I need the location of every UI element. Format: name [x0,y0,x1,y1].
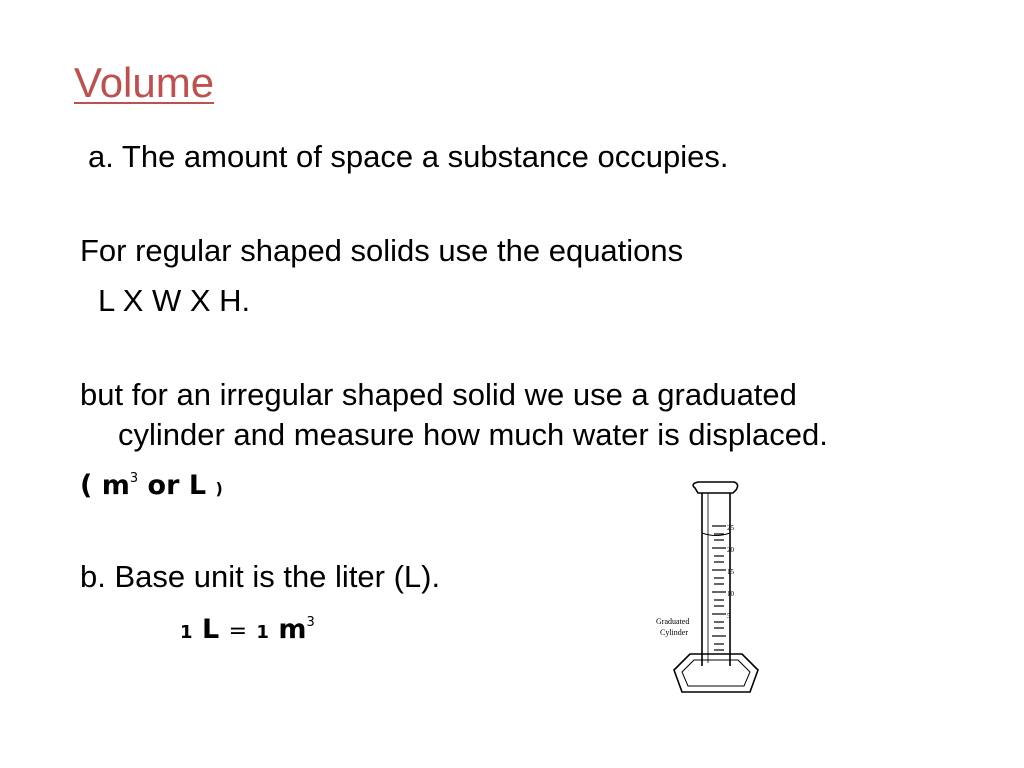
eq-number-1: 1 [180,622,193,643]
tick-label-15: 15 [727,568,734,576]
liter-equation [180,604,315,652]
figure-label-line1: Graduated [656,617,690,626]
eq-unit-l: L [201,614,220,645]
units-or: or L [138,470,216,501]
graduation-marks [712,526,726,650]
units-exponent: 3 [129,471,139,486]
eq-unit-m: m [278,614,307,645]
definition-a: a. The amount of space a substance occupies. [88,139,729,174]
units-close: ) [215,479,223,498]
formula-lwh: L X W X H. [98,283,251,318]
eq-equals: = [228,619,247,644]
figure-label-line2: Cylinder [660,628,688,637]
slide-title: Volume [74,59,215,106]
irregular-solids-text-cont: cylinder and measure how much water is displaced. [118,417,828,452]
irregular-solids-text: but for an irregular shaped solid we use a graduated [80,377,797,412]
eq-exponent: 3 [306,615,315,630]
tick-label-25: 25 [727,524,734,532]
tick-label-10: 10 [727,590,734,598]
tick-label-5: 5 [727,612,731,620]
cylinder-spout [693,482,738,493]
cylinder-tube [702,493,730,666]
graduated-cylinder-figure [650,478,780,708]
tick-label-20: 20 [727,546,734,554]
regular-solids-text: For regular shaped solids use the equations [80,233,684,268]
units-open: ( m [80,470,130,501]
eq-number-2: 1 [256,622,269,643]
base-unit-text: b. Base unit is the liter (L). [80,559,441,594]
volume-units [80,460,223,508]
